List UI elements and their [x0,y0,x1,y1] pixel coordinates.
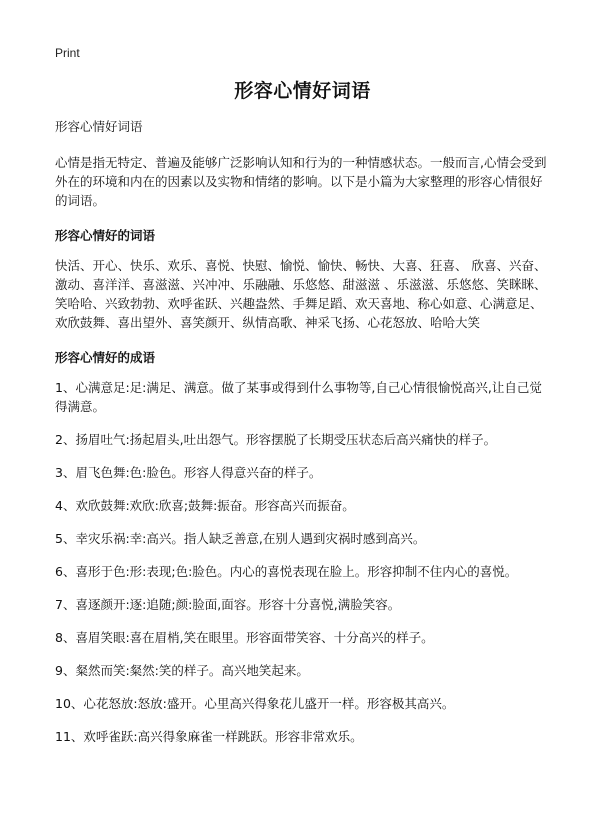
list-item: 7、喜逐颜开:逐:追随;颜:脸面,面容。形容十分喜悦,满脸笑容。 [55,597,401,612]
section-heading-words: 形容心情好的词语 [55,228,156,243]
page-title: 形容心情好词语 [234,80,371,102]
section-heading-idioms: 形容心情好的成语 [55,350,156,365]
list-item: 1、心满意足:足:满足、满意。做了某事或得到什么事物等,自己心情很愉悦高兴,让自己觉得满意。 [55,380,542,414]
list-item: 9、粲然而笑:粲然:笑的样子。高兴地笑起来。 [55,663,309,678]
list-item: 10、心花怒放:怒放:盛开。心里高兴得象花儿盛开一样。形容极其高兴。 [55,696,455,711]
list-item: 8、喜眉笑眼:喜在眉梢,笑在眼里。形容面带笑容、十分高兴的样子。 [55,630,434,645]
list-item: 11、欢呼雀跃:高兴得象麻雀一样跳跃。形容非常欢乐。 [55,729,363,744]
print-link[interactable]: Print [55,46,80,60]
article-subtitle: 形容心情好词语 [55,119,143,134]
list-item: 5、幸灾乐祸:幸:高兴。指人缺乏善意,在别人遇到灾祸时感到高兴。 [55,531,426,546]
words-paragraph: 快活、开心、快乐、欢乐、喜悦、快慰、愉悦、愉快、畅快、大喜、狂喜、 欣喜、兴奋、激动、喜洋洋、喜滋滋、兴冲冲、乐融融、乐悠悠、甜滋滋 、乐滋滋、乐悠悠、笑眯眯、笑哈哈、兴致勃勃、欢呼雀跃、兴趣盎然、手舞足蹈、欢天喜地、称心如意、心满意足、欢欣鼓舞、喜出望外、喜笑颜开、纵情高歌、神采飞扬、心花怒放、哈哈大笑 [55,258,547,330]
article [55,76,550,760]
list-item: 4、欢欣鼓舞:欢欣:欣喜;鼓舞:振奋。形容高兴而振奋。 [55,498,355,513]
idioms-list [55,378,550,746]
list-item: 3、眉飞色舞:色:脸色。形容人得意兴奋的样子。 [55,465,322,480]
list-item: 2、扬眉吐气:扬起眉头,吐出怨气。形容摆脱了长期受压状态后高兴痛快的样子。 [55,432,497,447]
list-item: 6、喜形于色:形:表现;色:脸色。内心的喜悦表现在脸上。形容抑制不住内心的喜悦。 [55,564,518,579]
intro-paragraph: 心情是指无特定、普遍及能够广泛影响认知和行为的一种情感状态。一般而言,心情会受到外在的环境和内在的因素以及实物和情绪的影响。以下是小篇为大家整理的形容心情很好的词语。 [55,155,547,208]
